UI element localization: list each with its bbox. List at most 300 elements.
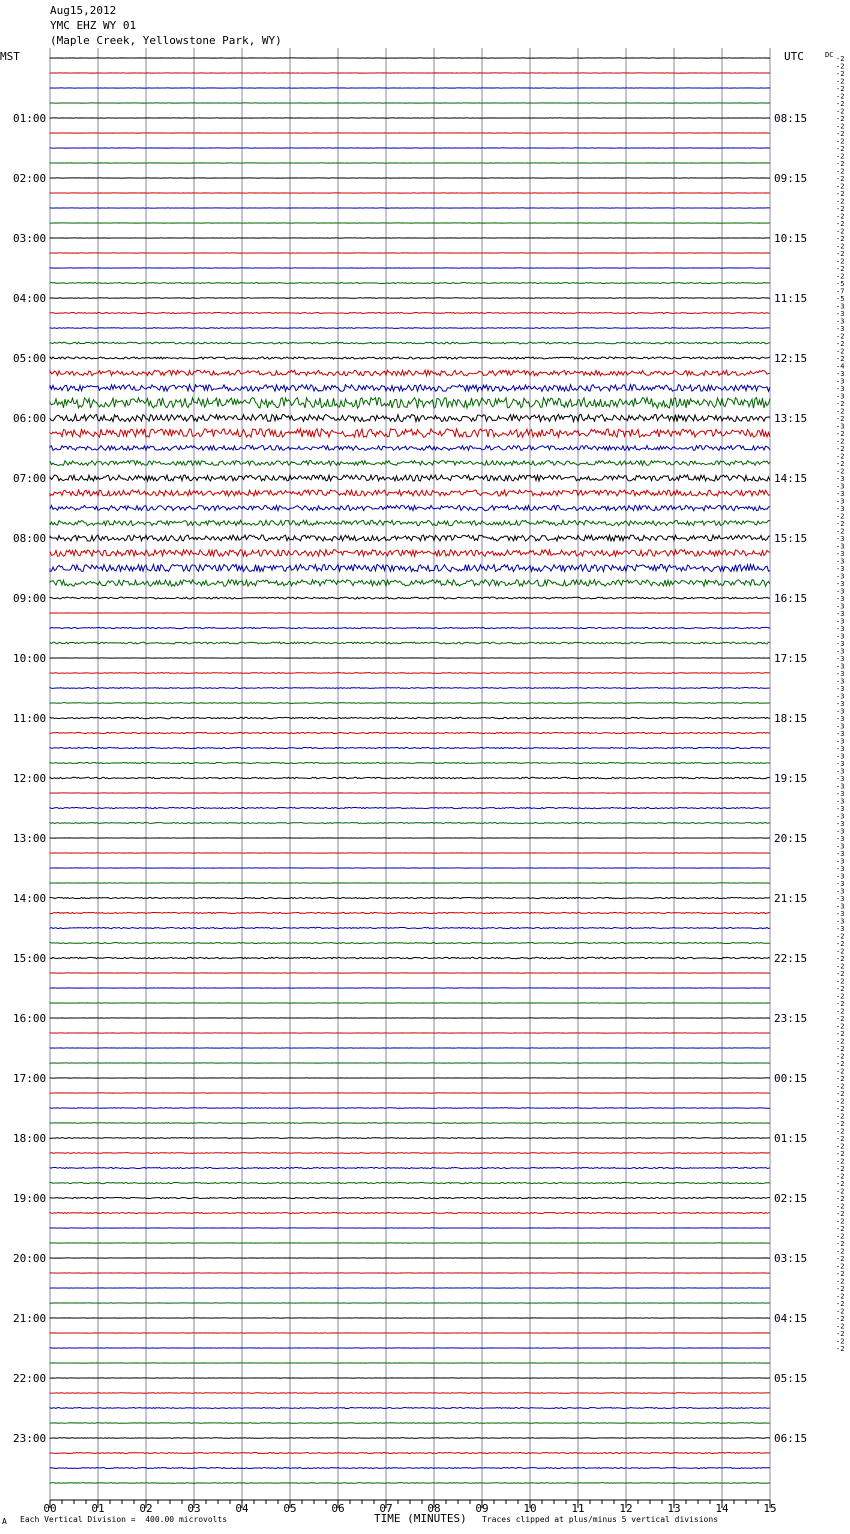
dc-offset-value: -2 (836, 415, 845, 423)
right-hour-label: 08:15 (774, 112, 808, 125)
seismic-trace (50, 564, 770, 571)
dc-offset-value: -3 (836, 805, 845, 813)
dc-offset-value: -3 (836, 632, 845, 641)
seismic-trace (50, 777, 770, 778)
seismic-trace (50, 823, 770, 824)
dc-offset-value: -2 (836, 970, 845, 978)
dc-offset-value: -2 (836, 527, 845, 536)
dc-offset-value: -3 (836, 670, 845, 678)
x-tick-label: 04 (235, 1502, 249, 1515)
right-hour-label: 15:15 (774, 532, 808, 545)
dc-offset-value: -3 (836, 887, 845, 896)
x-tick-label: 13 (667, 1502, 681, 1515)
dc-offset-value: -2 (836, 152, 845, 161)
dc-offset-value: -3 (836, 730, 845, 738)
right-hour-label: 16:15 (774, 592, 808, 605)
dc-offset-value: -2 (836, 1337, 845, 1346)
dc-offset-value: -2 (836, 340, 845, 348)
x-tick-label: 14 (715, 1502, 729, 1515)
right-hour-label: 23:15 (774, 1012, 808, 1025)
x-tick-label: 09 (475, 1502, 489, 1515)
dc-offset-value: -2 (836, 962, 845, 971)
dc-offset-value: -3 (836, 422, 845, 431)
dc-offset-value: -3 (836, 872, 845, 881)
seismic-trace (50, 597, 770, 599)
left-hour-label: 03:00 (13, 232, 47, 245)
dc-offset-value: -2 (836, 1127, 845, 1136)
left-hour-label: 15:00 (13, 952, 47, 965)
dc-offset-value: -2 (836, 1292, 845, 1301)
seismic-trace (50, 717, 770, 718)
dc-offset-value: -2 (836, 947, 845, 956)
left-hour-label: 11:00 (13, 712, 47, 725)
dc-offset-value: -2 (836, 955, 845, 963)
right-hour-label: 10:15 (774, 232, 808, 245)
dc-offset-value: -2 (836, 100, 845, 108)
dc-offset-value: -3 (836, 565, 845, 573)
dc-offset-value: -2 (836, 167, 845, 176)
dc-offset-value: -3 (836, 895, 845, 903)
seismic-trace (50, 429, 770, 437)
dc-offset-value: -2 (836, 1330, 845, 1338)
dc-offset-value: -2 (836, 137, 845, 146)
seismic-trace (50, 1453, 770, 1454)
dc-offset-value: -7 (836, 287, 845, 296)
left-hour-label: 09:00 (13, 592, 47, 605)
dc-offset-value: -3 (836, 550, 845, 558)
scale-mark: A (2, 1517, 7, 1526)
seismic-trace (50, 703, 770, 704)
dc-offset-value: -2 (836, 1165, 845, 1173)
seismic-trace (50, 1483, 770, 1484)
dc-offset-value: -2 (836, 452, 845, 461)
dc-offset-value: -2 (836, 437, 845, 446)
dc-offset-value: -3 (836, 790, 845, 798)
seismic-trace (50, 550, 770, 557)
dc-offset-value: -2 (836, 1052, 845, 1061)
dc-offset-value: -3 (836, 617, 845, 626)
seismic-trace (50, 446, 770, 451)
left-hour-label: 10:00 (13, 652, 47, 665)
dc-offset-value: -5 (836, 295, 845, 303)
dc-offset-value: -3 (836, 655, 845, 663)
right-hour-label: 12:15 (774, 352, 808, 365)
right-hour-label: 17:15 (774, 652, 808, 665)
seismic-trace (50, 673, 770, 674)
right-hour-label: 03:15 (774, 1252, 808, 1265)
dc-offset-value: -2 (836, 190, 845, 198)
dc-offset-value: -2 (836, 1322, 845, 1331)
dc-offset-value: -2 (836, 1150, 845, 1158)
dc-offset-value: -3 (836, 497, 845, 506)
x-tick-label: 08 (427, 1502, 441, 1515)
dc-offset-value: -3 (836, 910, 845, 918)
dc-offset-value: -3 (836, 580, 845, 588)
seismic-trace (50, 1138, 770, 1139)
dc-offset-value: -2 (836, 1345, 845, 1353)
seismic-trace (50, 747, 770, 748)
dc-offset-value: -2 (836, 160, 845, 168)
dc-offset-value: -2 (836, 1217, 845, 1226)
scale-note: Each Vertical Division = 400.00 microvolts (20, 1515, 228, 1524)
dc-offset-value: -2 (836, 1315, 845, 1323)
dc-offset-value: -2 (836, 182, 845, 191)
plot-date: Aug15,2012 (50, 4, 117, 17)
dc-offset-value: -2 (836, 1060, 845, 1068)
left-hour-label: 12:00 (13, 772, 47, 785)
dc-offset-value: -3 (836, 542, 845, 551)
dc-offset-value: -2 (836, 197, 845, 206)
dc-offset-value: -3 (836, 715, 845, 723)
dc-offset-value: -3 (836, 325, 845, 333)
dc-offset-value: -3 (836, 535, 845, 543)
dc-offset-value: -2 (836, 1195, 845, 1203)
dc-offset-value: -3 (836, 767, 845, 776)
dc-offset-value: -2 (836, 430, 845, 438)
dc-offset-value: -2 (836, 332, 845, 341)
right-hour-label: 22:15 (774, 952, 808, 965)
dc-offset-value: -3 (836, 482, 845, 491)
dc-offset-value: -3 (836, 475, 845, 483)
dc-offset-value: -2 (836, 1090, 845, 1098)
right-hour-label: 02:15 (774, 1192, 808, 1205)
x-tick-label: 03 (187, 1502, 201, 1515)
dc-offset-value: -3 (836, 835, 845, 843)
left-hour-label: 16:00 (13, 1012, 47, 1025)
seismic-trace (50, 1213, 770, 1214)
dc-offset-value: -3 (836, 602, 845, 611)
dc-offset-value: -3 (836, 722, 845, 731)
left-hour-label: 07:00 (13, 472, 47, 485)
right-hour-label: 18:15 (774, 712, 808, 725)
x-tick-label: 06 (331, 1502, 345, 1515)
left-hour-label: 21:00 (13, 1312, 47, 1325)
x-tick-label: 05 (283, 1502, 297, 1515)
seismic-trace (50, 328, 770, 329)
dc-offset-value: -3 (836, 700, 845, 708)
dc-offset-value: -3 (836, 857, 845, 866)
dc-offset-value: -3 (836, 760, 845, 768)
x-tick-label: 00 (43, 1502, 57, 1515)
dc-offset-value: -3 (836, 925, 845, 933)
dc-offset-value: -2 (836, 1240, 845, 1248)
seismic-trace (50, 1197, 770, 1198)
station-location: (Maple Creek, Yellowstone Park, WY) (50, 34, 282, 47)
seismic-trace (50, 475, 770, 481)
seismic-trace (50, 1408, 770, 1409)
dc-offset-value: -2 (836, 235, 845, 243)
left-hour-label: 01:00 (13, 112, 47, 125)
dc-offset-value: -2 (836, 1270, 845, 1278)
seismic-trace (50, 688, 770, 689)
seismic-trace (50, 732, 770, 733)
dc-offset-value: -3 (836, 782, 845, 791)
dc-offset-value: -3 (836, 880, 845, 888)
right-hour-label: 06:15 (774, 1432, 808, 1445)
dc-offset-value: -2 (836, 940, 845, 948)
seismic-trace (50, 461, 770, 466)
dc-offset-value: -2 (836, 1255, 845, 1263)
left-hour-label: 23:00 (13, 1432, 47, 1445)
seismic-trace (50, 912, 770, 913)
dc-offset-value: -2 (836, 512, 845, 521)
x-tick-label: 12 (619, 1502, 633, 1515)
dc-offset-value: -2 (836, 55, 845, 63)
dc-offset-value: -3 (836, 557, 845, 566)
dc-offset-value: -2 (836, 1112, 845, 1121)
dc-offset-value: -2 (836, 460, 845, 468)
dc-offset-value: -3 (836, 377, 845, 386)
dc-offset-value: -2 (836, 1045, 845, 1053)
x-axis-title: TIME (MINUTES) (374, 1512, 467, 1525)
dc-offset-value: -3 (836, 587, 845, 596)
dc-offset-value: -3 (836, 610, 845, 618)
dc-offset-value: -2 (836, 355, 845, 363)
dc-offset-value: -3 (836, 820, 845, 828)
dc-offset-value: -3 (836, 647, 845, 656)
x-tick-label: 10 (523, 1502, 537, 1515)
dc-offset-value: -2 (836, 1007, 845, 1016)
dc-offset-value: -2 (836, 62, 845, 71)
right-hour-label: 11:15 (774, 292, 808, 305)
dc-offset-value: -2 (836, 1082, 845, 1091)
x-tick-label: 01 (91, 1502, 105, 1515)
seismic-trace (50, 927, 770, 928)
left-hour-label: 08:00 (13, 532, 47, 545)
dc-offset-value: -3 (836, 370, 845, 378)
seismic-trace (50, 957, 770, 958)
dc-offset-value: -3 (836, 662, 845, 671)
seismic-trace (50, 535, 770, 541)
dc-offset-value: -3 (836, 812, 845, 821)
dc-offset-value: -3 (836, 505, 845, 513)
dc-offset-value: -2 (836, 1030, 845, 1038)
dc-offset-value: -3 (836, 640, 845, 648)
seismic-trace (50, 1153, 770, 1154)
left-hour-label: 02:00 (13, 172, 47, 185)
dc-offset-value: -2 (836, 242, 845, 251)
left-hour-label: 05:00 (13, 352, 47, 365)
right-hour-label: 09:15 (774, 172, 808, 185)
dc-offset-value: -2 (836, 407, 845, 416)
right-hour-label: 19:15 (774, 772, 808, 785)
x-tick-label: 15 (763, 1502, 777, 1515)
right-timezone-label: UTC (784, 50, 804, 63)
dc-offset-value: -2 (836, 1022, 845, 1031)
dc-offset-value: -2 (836, 400, 845, 408)
dc-offset-value: -3 (836, 490, 845, 498)
dc-offset-value: -3 (836, 745, 845, 753)
dc-offset-value: -2 (836, 107, 845, 116)
left-hour-label: 18:00 (13, 1132, 47, 1145)
dc-offset-value: -2 (836, 115, 845, 123)
dc-offset-value: -2 (836, 1180, 845, 1188)
seismic-trace (50, 627, 770, 628)
seismic-trace (50, 490, 770, 496)
seismic-trace (50, 357, 770, 359)
seismic-trace (50, 298, 770, 299)
dc-offset-value: -3 (836, 625, 845, 633)
dc-offset-value: -2 (836, 1262, 845, 1271)
clip-note: Traces clipped at plus/minus 5 vertical divisions (482, 1515, 719, 1524)
left-hour-label: 14:00 (13, 892, 47, 905)
dc-offset-value: -3 (836, 775, 845, 783)
dc-offset-value: -5 (836, 280, 845, 288)
dc-offset-value: -2 (836, 257, 845, 266)
left-hour-label: 19:00 (13, 1192, 47, 1205)
left-hour-label: 20:00 (13, 1252, 47, 1265)
dc-offset-value: -2 (836, 1097, 845, 1106)
seismic-trace (50, 283, 770, 284)
dc-offset-value: -2 (836, 175, 845, 183)
seismic-trace (50, 1468, 770, 1469)
dc-offset-value: -3 (836, 707, 845, 716)
dc-offset-value: -2 (836, 1105, 845, 1113)
dc-offset-value: -3 (836, 392, 845, 401)
dc-offset-value: -2 (836, 1187, 845, 1196)
dc-offset-value: -2 (836, 977, 845, 986)
seismic-trace (50, 370, 770, 375)
dc-offset-value: -2 (836, 1000, 845, 1008)
dc-offset-value: -3 (836, 797, 845, 806)
dc-offset-value: -3 (836, 902, 845, 911)
right-hour-label: 13:15 (774, 412, 808, 425)
dc-offset-value: -2 (836, 77, 845, 86)
dc-offset-value: -3 (836, 692, 845, 701)
seismic-trace (50, 414, 770, 421)
dc-offset-value: -2 (836, 92, 845, 101)
dc-offset-value: -2 (836, 85, 845, 93)
dc-offset-value: -3 (836, 317, 845, 326)
dc-offset-value: -3 (836, 677, 845, 686)
dc-offset-value: -2 (836, 220, 845, 228)
left-hour-label: 06:00 (13, 412, 47, 425)
dc-offset-value: -2 (836, 1307, 845, 1316)
dc-offset-value: -2 (836, 992, 845, 1001)
left-timezone-label: MST (0, 50, 20, 63)
seismic-trace (50, 580, 770, 587)
dc-offset-value: -2 (836, 445, 845, 453)
right-hour-label: 00:15 (774, 1072, 808, 1085)
station-code: YMC EHZ WY 01 (50, 19, 137, 32)
dc-offset-value: -2 (836, 1172, 845, 1181)
seismic-trace (50, 1438, 770, 1439)
dc-offset-value: -2 (836, 1142, 845, 1151)
right-hour-label: 14:15 (774, 472, 808, 485)
right-hour-label: 21:15 (774, 892, 808, 905)
dc-offset-value: -2 (836, 212, 845, 221)
left-hour-label: 04:00 (13, 292, 47, 305)
dc-offset-value: -3 (836, 752, 845, 761)
right-hour-label: 20:15 (774, 832, 808, 845)
dc-offset-value: -2 (836, 250, 845, 258)
dc-offset-value: -2 (836, 1015, 845, 1023)
dc-offset-value: -2 (836, 1247, 845, 1256)
left-hour-label: 17:00 (13, 1072, 47, 1085)
seismic-trace (50, 505, 770, 510)
dc-offset-value: -3 (836, 385, 845, 393)
right-hour-label: 01:15 (774, 1132, 808, 1145)
right-hour-label: 05:15 (774, 1372, 808, 1385)
dc-offset-value: -2 (836, 1157, 845, 1166)
x-tick-label: 07 (379, 1502, 393, 1515)
right-hour-label: 04:15 (774, 1312, 808, 1325)
dc-offset-value: -2 (836, 272, 845, 281)
dc-offset-value: -3 (836, 310, 845, 318)
dc-offset-column (836, 55, 844, 1353)
seismic-trace (50, 1123, 770, 1124)
dc-offset-value: -3 (836, 865, 845, 873)
seismic-trace (50, 642, 770, 644)
dc-offset-value: -2 (836, 265, 845, 273)
dc-offset-value: -2 (836, 347, 845, 356)
x-tick-label: 02 (139, 1502, 153, 1515)
seismic-trace (50, 1393, 770, 1394)
dc-offset-value: -2 (836, 1067, 845, 1076)
seismic-trace (50, 342, 770, 344)
left-hour-label: 13:00 (13, 832, 47, 845)
dc-offset-value: -3 (836, 842, 845, 851)
x-tick-label: 11 (571, 1502, 585, 1515)
seismic-trace (50, 763, 770, 764)
dc-offset-value: -2 (836, 1285, 845, 1293)
dc-offset-value: -2 (836, 1232, 845, 1241)
seismic-trace (50, 313, 770, 314)
dc-offset-value: -2 (836, 1135, 845, 1143)
dc-offset-value: -2 (836, 205, 845, 213)
seismic-trace (50, 398, 770, 409)
seismic-trace (50, 807, 770, 808)
dc-offset-value: -3 (836, 685, 845, 693)
dc-offset-value: -2 (836, 1277, 845, 1286)
dc-offset-value: -3 (836, 850, 845, 858)
dc-offset-value: -2 (836, 985, 845, 993)
dc-offset-value: -2 (836, 467, 845, 476)
trace-group (50, 58, 770, 1483)
dc-offset-value: -2 (836, 1210, 845, 1218)
seismic-trace (50, 1182, 770, 1183)
minute-grid (50, 48, 770, 1500)
seismic-trace (50, 897, 770, 898)
dc-offset-value: -2 (836, 1225, 845, 1233)
dc-offset-value: -2 (836, 520, 845, 528)
left-hour-label: 22:00 (13, 1372, 47, 1385)
seismic-trace (50, 1108, 770, 1109)
dc-offset-value: -2 (836, 1075, 845, 1083)
dc-offset-value: -2 (836, 227, 845, 236)
dc-offset-value: -2 (836, 932, 845, 941)
dc-offset-value: -2 (836, 1202, 845, 1211)
dc-offset-value: -2 (836, 130, 845, 138)
dc-offset-value: -2 (836, 145, 845, 153)
dc-offset-value: -2 (836, 1300, 845, 1308)
dc-label: DC (825, 51, 834, 59)
dc-offset-value: -3 (836, 917, 845, 926)
seismic-trace (50, 385, 770, 392)
seismic-trace (50, 1423, 770, 1424)
dc-offset-value: -4 (836, 362, 845, 371)
dc-offset-value: -3 (836, 572, 845, 581)
seismic-trace (50, 1167, 770, 1168)
dc-offset-value: -2 (836, 1120, 845, 1128)
dc-offset-value: -2 (836, 1037, 845, 1046)
dc-offset-value: -2 (836, 70, 845, 78)
dc-offset-value: -3 (836, 827, 845, 836)
dc-offset-value: -3 (836, 737, 845, 746)
dc-offset-value: -3 (836, 595, 845, 603)
seismic-trace (50, 520, 770, 525)
dc-offset-value: -2 (836, 122, 845, 131)
